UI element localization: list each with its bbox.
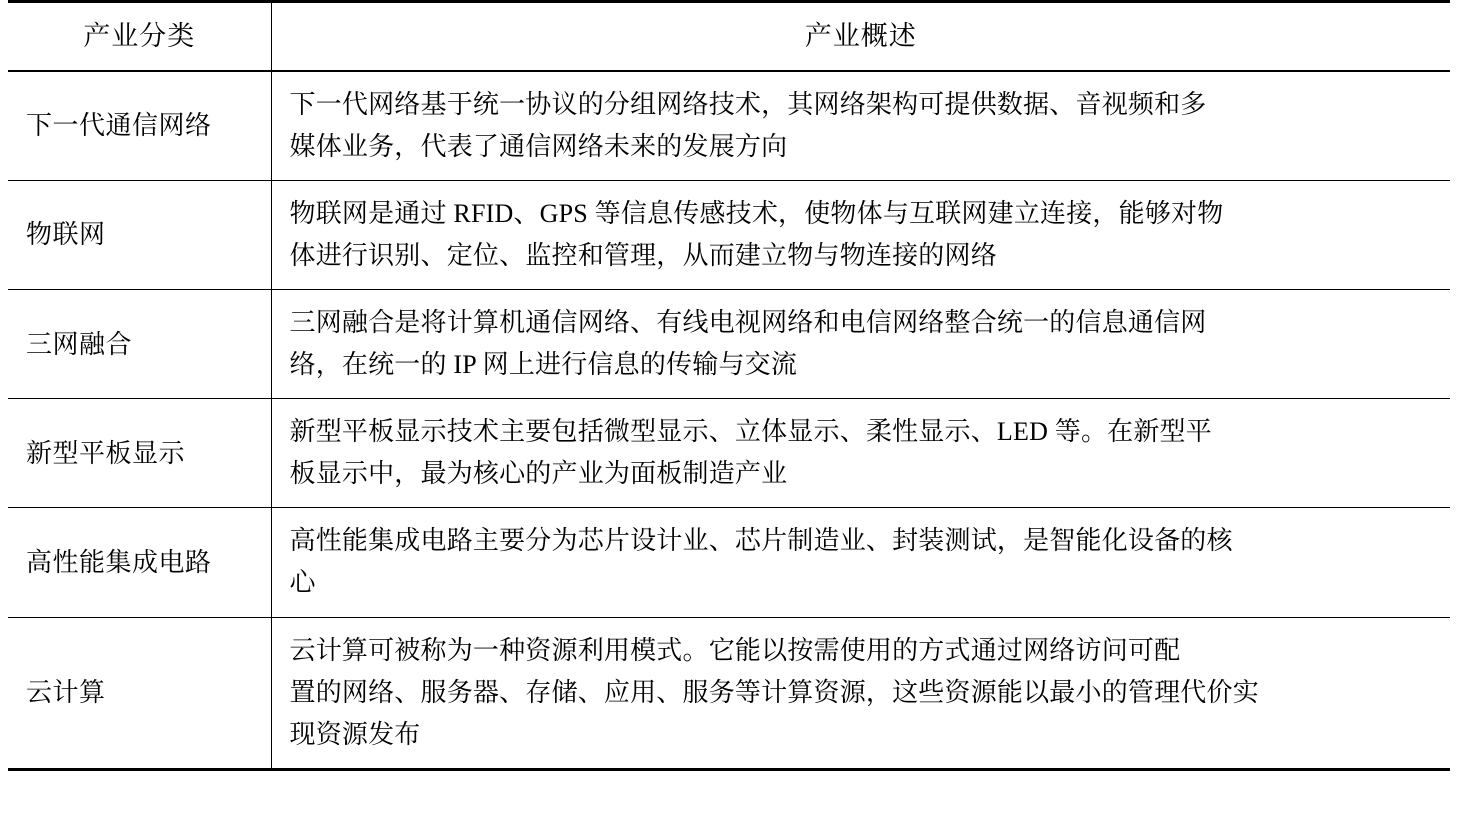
table-row bbox=[8, 508, 1450, 617]
cell-category: 物联网 bbox=[8, 180, 271, 289]
table-row bbox=[8, 399, 1450, 508]
column-header-category: 产业分类 bbox=[8, 2, 271, 71]
description-line: 心 bbox=[289, 568, 316, 598]
cell-category: 三网融合 bbox=[8, 289, 271, 398]
description-line: 三网融合是将计算机通信网络、有线电视网络和电信网络整合统一的信息通信网 bbox=[289, 307, 1207, 337]
description-line: 置的网络、服务器、存储、应用、服务等计算资源，这些资源能以最小的管理代价实 bbox=[289, 677, 1259, 707]
industry-overview-table bbox=[8, 0, 1450, 771]
cell-description bbox=[271, 508, 1450, 617]
description-line: 物联网是通过 RFID、GPS 等信息传感技术，使物体与互联网建立连接，能够对物 bbox=[289, 198, 1224, 228]
cell-description bbox=[271, 71, 1450, 181]
description-line: 体进行识别、定位、监控和管理，从而建立物与物连接的网络 bbox=[289, 240, 997, 270]
description-line: 络，在统一的 IP 网上进行信息的传输与交流 bbox=[289, 350, 798, 380]
table-header bbox=[8, 2, 1450, 71]
table-row bbox=[8, 71, 1450, 181]
cell-category: 云计算 bbox=[8, 617, 271, 769]
cell-category: 高性能集成电路 bbox=[8, 508, 271, 617]
description-line: 板显示中，最为核心的产业为面板制造产业 bbox=[289, 459, 788, 489]
table-row bbox=[8, 180, 1450, 289]
cell-category: 新型平板显示 bbox=[8, 399, 271, 508]
table-header-row bbox=[8, 2, 1450, 71]
column-header-description: 产业概述 bbox=[271, 2, 1450, 71]
cell-description bbox=[271, 289, 1450, 398]
description-line: 云计算可被称为一种资源利用模式。它能以按需使用的方式通过网络访问可配 bbox=[289, 635, 1181, 665]
table-row bbox=[8, 289, 1450, 398]
description-line: 现资源发布 bbox=[289, 719, 421, 749]
cell-description bbox=[271, 180, 1450, 289]
cell-category: 下一代通信网络 bbox=[8, 71, 271, 181]
description-line: 媒体业务，代表了通信网络未来的发展方向 bbox=[289, 131, 788, 161]
description-line: 下一代网络基于统一协议的分组网络技术，其网络架构可提供数据、音视频和多 bbox=[289, 89, 1207, 119]
table-body bbox=[8, 71, 1450, 770]
table-row bbox=[8, 617, 1450, 769]
description-line: 新型平板显示技术主要包括微型显示、立体显示、柔性显示、LED 等。在新型平 bbox=[289, 417, 1212, 447]
cell-description bbox=[271, 399, 1450, 508]
description-line: 高性能集成电路主要分为芯片设计业、芯片制造业、封装测试，是智能化设备的核 bbox=[289, 526, 1233, 556]
cell-description bbox=[271, 617, 1450, 769]
